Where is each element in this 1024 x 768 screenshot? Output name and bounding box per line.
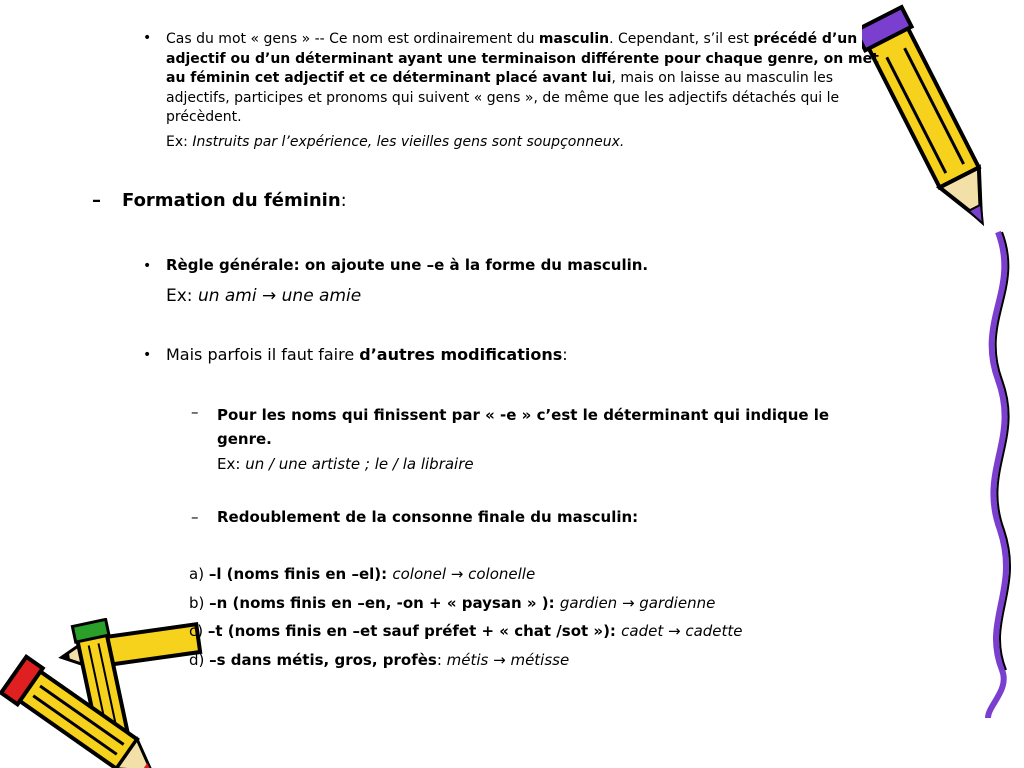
section-title: Formation du féminin <box>122 190 341 211</box>
sub-rule-e-ending: Pour les noms qui finissent par « -e » c’est le déterminant qui indique le genre. <box>217 406 830 448</box>
list-item <box>189 651 569 669</box>
example-3-text: un / une artiste ; le / la libraire <box>245 455 474 473</box>
sub-dash: – <box>191 508 199 526</box>
general-rule: Règle générale: on ajoute une –e à la forme du masculin. <box>166 256 649 274</box>
item-marker: b) <box>189 594 210 612</box>
example-1-label: Ex: <box>166 134 193 150</box>
section-dash: – <box>92 190 101 211</box>
section-heading <box>92 190 347 211</box>
item-rule: –l (noms finis en –el): <box>208 565 393 583</box>
para1-text-3: . Cependant, s’il est <box>609 31 754 47</box>
item-example: gardien → gardienne <box>559 594 716 612</box>
squiggle-decoration <box>958 230 1024 720</box>
list-item <box>189 565 535 583</box>
item-marker: c) <box>189 622 208 640</box>
example-3 <box>217 455 474 473</box>
gens-rule-paragraph <box>166 30 886 128</box>
list-item <box>189 622 743 640</box>
example-3-label: Ex: <box>217 455 246 473</box>
para1-text-4: précédé d’un adjectif ou d’un déterminant ayant une terminaison différente pour chaque genre, on met au féminin cet adjectif et ce déterminant placé avant lui <box>166 31 879 86</box>
bullet-dot: • <box>143 347 152 363</box>
bullet-dot: • <box>143 258 152 274</box>
item-example: cadet → cadette <box>621 622 743 640</box>
item-example: colonel → colonelle <box>392 565 536 583</box>
item-rule: –t (noms finis en –et sauf préfet + « chat /sot »): <box>207 622 622 640</box>
example-1-text: Instruits par l’expérience, les vieilles gens sont soupçonneux. <box>192 134 625 150</box>
item-marker: d) <box>189 651 210 669</box>
other-modifications-line <box>166 345 568 364</box>
pencils-clipart-bottom <box>0 618 205 768</box>
item-example: métis → métisse <box>446 651 570 669</box>
other-text-1: Mais parfois il faut faire <box>166 345 360 364</box>
other-text-3: : <box>562 345 568 364</box>
list-item <box>189 594 715 612</box>
other-text-2: d’autres modifications <box>359 345 563 364</box>
para1-text-5: , mais on laisse au masculin les adjectifs, participes et pronoms qui suivent « gens », de même que les adjectifs détachés qui le précèdent. <box>166 70 840 125</box>
section-colon: : <box>340 190 347 211</box>
para1-text-1: Cas du mot « gens » -- Ce nom est ordinairement du <box>166 31 539 47</box>
item-marker: a) <box>189 565 209 583</box>
example-2 <box>166 286 361 306</box>
item-separator: : <box>436 651 447 669</box>
sub-rule-doubling: Redoublement de la consonne finale du masculin: <box>217 508 639 526</box>
para1-text-2: masculin <box>538 31 610 47</box>
example-2-text: un ami → une amie <box>197 286 362 306</box>
example-2-label: Ex: <box>166 286 198 306</box>
item-rule: –s dans métis, gros, profès <box>209 651 437 669</box>
bullet-dot: • <box>143 30 152 46</box>
item-rule: –n (noms finis en –en, -on + « paysan » ): <box>209 594 560 612</box>
example-1 <box>166 134 624 150</box>
sub-dash: – <box>191 403 199 421</box>
